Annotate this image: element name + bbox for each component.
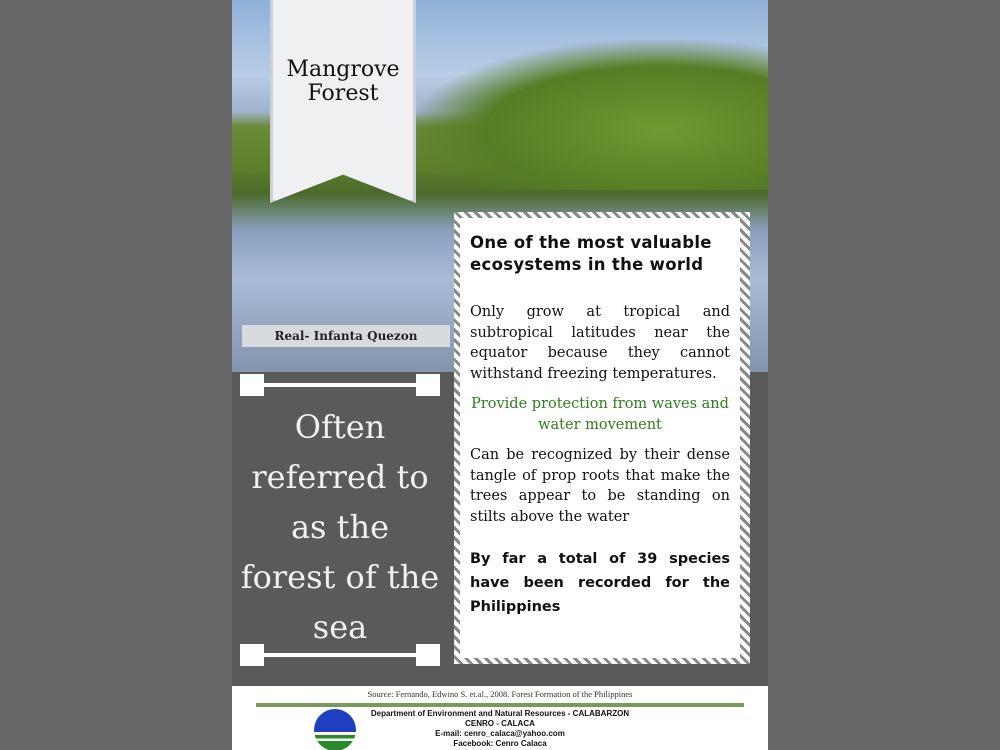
poster bbox=[232, 0, 768, 750]
title-line-1: Mangrove bbox=[286, 57, 400, 82]
card-paragraph-protection: Provide protection from waves and water movement bbox=[471, 396, 729, 433]
office-name: CENRO - CALACA bbox=[465, 719, 535, 728]
divider-bar-top bbox=[240, 374, 440, 396]
location-caption: Real- Infanta Quezon bbox=[242, 325, 450, 347]
email-contact: E-mail: cenro_calaca@yahoo.com bbox=[435, 729, 565, 738]
card-heading: One of the most valuable ecosystems in the world bbox=[470, 233, 712, 274]
org-name: Department of Environment and Natural Resources - CALABARZON bbox=[370, 709, 630, 718]
source-citation: Source: Fernando, Edwino S. et.al., 2008. Forest Formation of the Philippines bbox=[367, 689, 633, 699]
divider-bar-bottom bbox=[240, 644, 440, 666]
footer bbox=[232, 686, 768, 750]
quote-text: Often referred to as the forest of the sea bbox=[240, 408, 440, 646]
title-line-2: Forest bbox=[307, 81, 379, 106]
card-paragraph-latitudes: Only grow at tropical and subtropical latitudes near the equator because they cannot withstand freezing temperatures. bbox=[470, 304, 730, 382]
denr-logo-icon bbox=[314, 709, 356, 750]
green-rule bbox=[256, 703, 744, 707]
poster-title bbox=[270, 58, 416, 106]
mangrove-trees bbox=[412, 40, 768, 190]
facebook-contact: Facebook: Cenro Calaca bbox=[453, 739, 547, 748]
info-card bbox=[454, 212, 750, 664]
card-paragraph-roots: Can be recognized by their dense tangle of prop roots that make the trees appear to be standing on stilts above the water bbox=[470, 447, 730, 525]
card-paragraph-species: By far a total of 39 species have been recorded for the Philippines bbox=[470, 551, 730, 615]
